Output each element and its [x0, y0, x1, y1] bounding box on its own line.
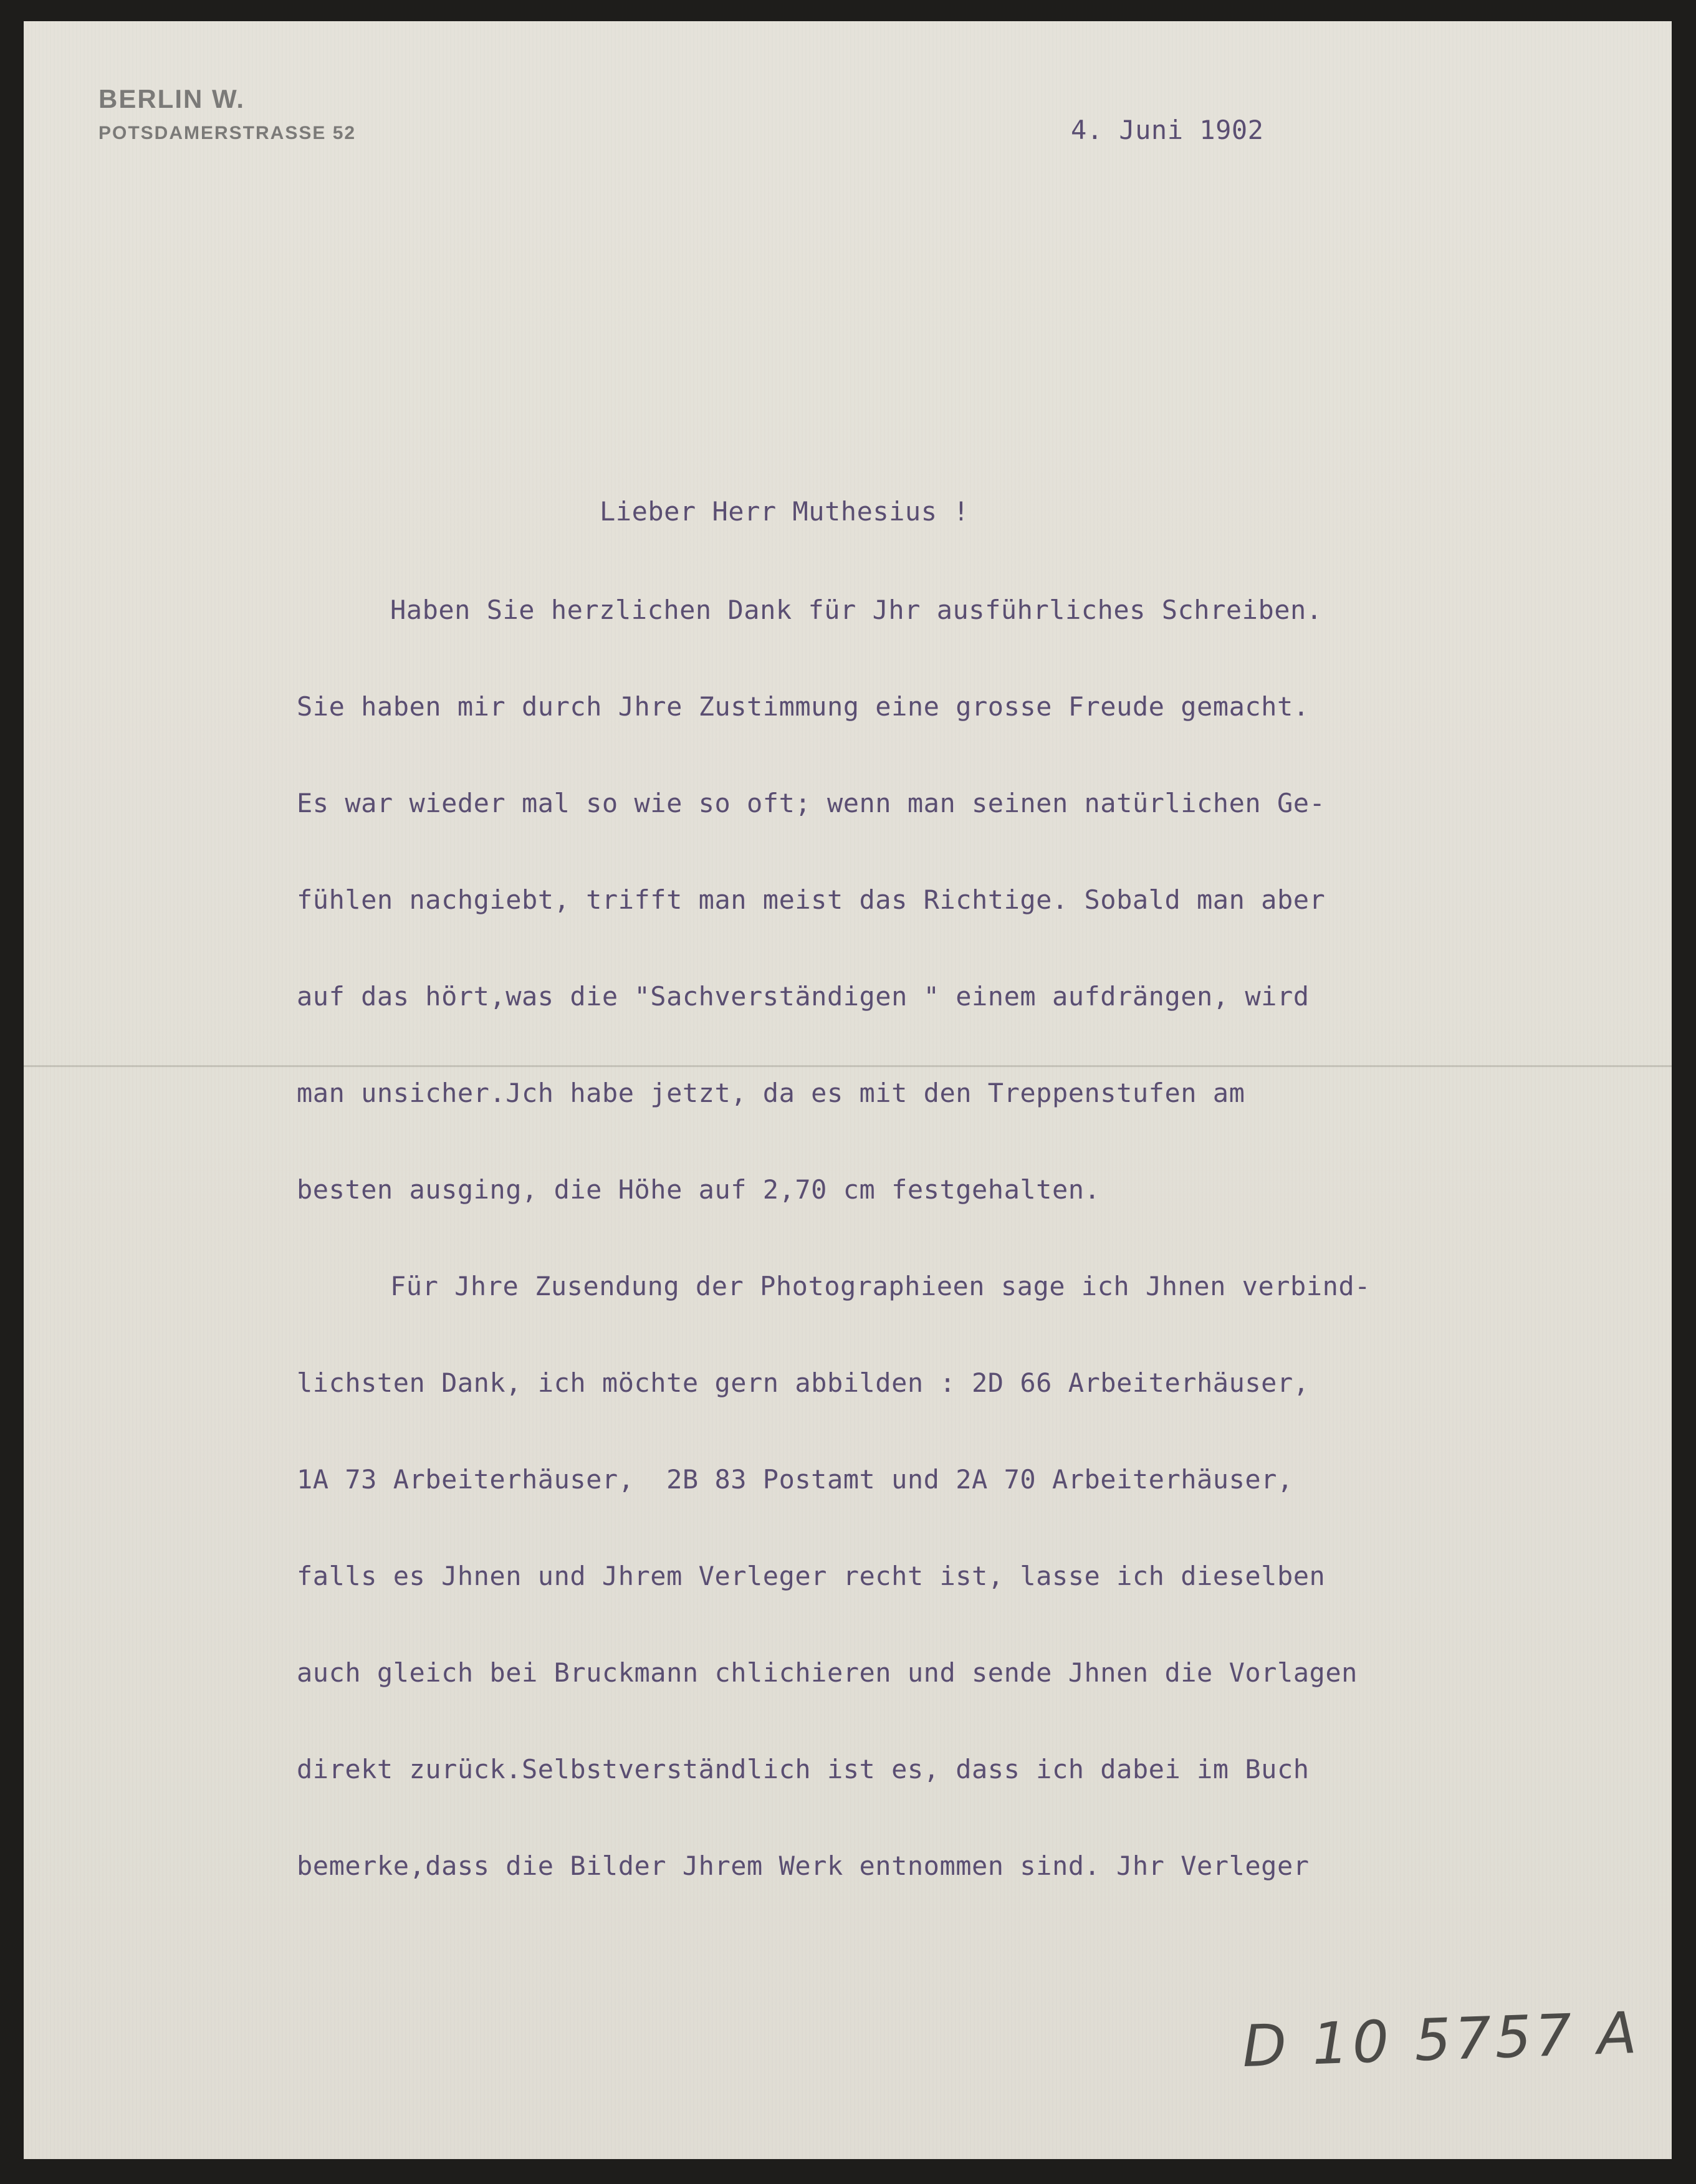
body-line: direkt zurück.Selbstverständlich ist es, dass ich dabei im Buch — [297, 1754, 1310, 1784]
body-line: fühlen nachgiebt, trifft man meist das Richtige. Sobald man aber — [297, 884, 1326, 915]
letter-date: 4. Juni 1902 — [1071, 115, 1264, 145]
body-line: bemerke,dass die Bilder Jhrem Werk entnommen sind. Jhr Verleger — [297, 1851, 1310, 1881]
body-line: besten ausging, die Höhe auf 2,70 cm festgehalten. — [297, 1174, 1101, 1205]
fold-crease — [24, 1065, 1672, 1067]
body-line: auch gleich bei Bruckmann chlichieren und sende Jhnen die Vorlagen — [297, 1657, 1358, 1688]
body-line: Es war wieder mal so wie so oft; wenn man seinen natürlichen Ge- — [297, 788, 1326, 818]
body-line: 1A 73 Arbeiterhäuser, 2B 83 Postamt und 2A 70 Arbeiterhäuser, — [297, 1464, 1293, 1495]
body-line: Haben Sie herzlichen Dank für Jhr ausführliches Schreiben. — [390, 595, 1323, 625]
archive-annotation: D 10 5757 A — [1241, 1999, 1642, 2081]
letterhead-street: POTSDAMERSTRASSE 52 — [98, 123, 357, 143]
body-line: Sie haben mir durch Jhre Zustimmung eine grosse Freude gemacht. — [297, 691, 1310, 722]
letterhead — [98, 77, 356, 146]
letterhead-city: BERLIN W. — [98, 84, 245, 113]
body-line: falls es Jhnen und Jhrem Verleger recht ist, lasse ich dieselben — [297, 1561, 1326, 1591]
body-line: lichsten Dank, ich möchte gern abbilden : 2D 66 Arbeiterhäuser, — [297, 1367, 1310, 1398]
body-line: Für Jhre Zusendung der Photographieen sage ich Jhnen verbind- — [390, 1271, 1371, 1301]
salutation: Lieber Herr Muthesius ! — [600, 496, 970, 527]
letter-sheet — [24, 21, 1672, 2159]
body-line: man unsicher.Jch habe jetzt, da es mit den Treppenstufen am — [297, 1078, 1245, 1108]
body-line: auf das hört,was die "Sachverständigen " einem aufdrängen, wird — [297, 981, 1310, 1012]
